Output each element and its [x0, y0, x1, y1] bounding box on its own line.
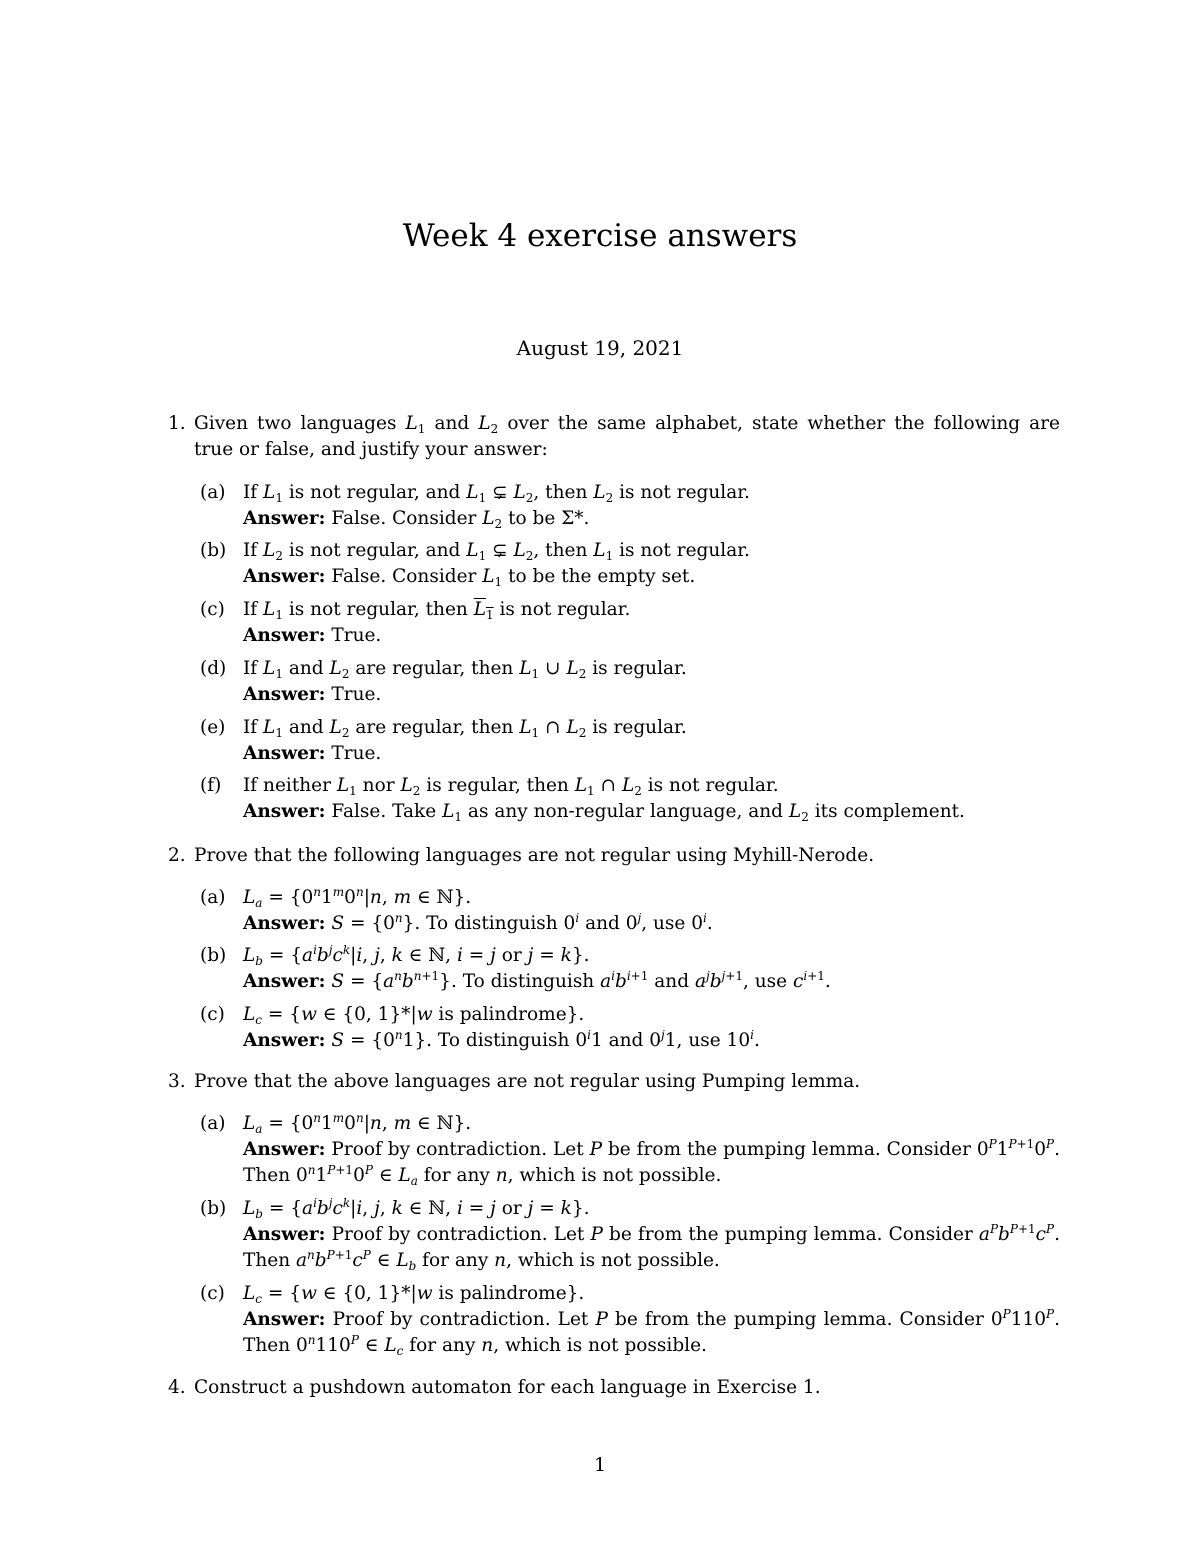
exercise-4 [168, 1375, 1060, 1401]
answer-label: Answer: [243, 801, 326, 822]
subitem-label: (c) [200, 599, 225, 620]
answer-label: Answer: [243, 1224, 326, 1245]
answer-label: Answer: [243, 625, 326, 646]
subitem-label: (c) [200, 1004, 225, 1025]
page-date: August 19, 2021 [516, 336, 684, 360]
subitem-text: If $L_1$ and $L_2$ are regular, then $L_1$ ∪ $L_2$ is regular. Answer: True. [243, 658, 687, 705]
subitem-label: (a) [200, 482, 226, 503]
subitem-label: (c) [200, 1283, 225, 1304]
exercise-prompt: Prove that the above languages are not regular using Pumping lemma. [194, 1071, 861, 1092]
exercise-number: 1. [168, 413, 186, 434]
subitem-text: $L_a = \{0^n1^m0^n|n$, m ∈ ℕ}. Answer: Proof by contradiction. Let P be from the pumping lemma. Consider $0^P1^{P+1}0^P$. Then $0^n1^{P+1}0^P$ ∈ $L_a$ for any n, which is not possible. [243, 1111, 1061, 1188]
exercise-1c [200, 597, 1060, 649]
subitem-text: $L_c = \{w$ ∈ {0, 1}*|w is palindrome}. Answer: Proof by contradiction. Let P be from the pumping lemma. Consider $0^P110^P$. Then $0^n110^P$ ∈ $L_c$ for any n, which is not possible. [243, 1283, 1061, 1358]
exercise-1f [200, 773, 1060, 825]
exercise-prompt: Construct a pushdown automaton for each language in Exercise 1. [194, 1377, 821, 1398]
subitem-text: $L_a = \{0^n1^m0^n|n$, m ∈ ℕ}. Answer: $S = \{0^n\}$. To distinguish 0$^i$ and 0$^j$, use 0$^i$. [243, 885, 713, 934]
exercise-1 [168, 411, 1060, 463]
exercise-3b [200, 1196, 1060, 1274]
exercise-1d [200, 656, 1060, 708]
subitem-label: (f) [200, 775, 222, 796]
exercise-3c [200, 1281, 1060, 1359]
answer-label: Answer: [243, 566, 326, 587]
exercise-2a [200, 885, 1060, 937]
answer-label: Answer: [243, 508, 326, 529]
exercise-number: 2. [168, 845, 186, 866]
exercise-1a [200, 480, 1060, 532]
subitem-label: (a) [200, 887, 226, 908]
answer-label: Answer: [243, 1139, 326, 1160]
exercise-1b [200, 538, 1060, 590]
answer-label: Answer: [243, 971, 326, 992]
subitem-label: (a) [200, 1113, 226, 1134]
subitem-text: $L_b = \{a^ib^jc^k|i$, j, k ∈ ℕ, i = j or j = k}. Answer: $S = \{a^nb^{n+1}\}$. To distinguish $a^ib^{i+1}$ and $a^jb^{j+1}$, use $c^{i+1}$. [243, 943, 831, 992]
exercise-3a [200, 1111, 1060, 1189]
subitem-text: $L_c = \{w$ ∈ {0, 1}*|w is palindrome}. Answer: $S = \{0^n1\}$. To distinguish 0$^i$1 and 0$^j$1, use 10$^i$. [243, 1004, 760, 1051]
answer-label: Answer: [243, 1030, 326, 1051]
subitem-label: (b) [200, 540, 227, 561]
subitem-text: If $L_2$ is not regular, and $L_1$ ⊊ $L_2$, then $L_1$ is not regular. Answer: False. Consider $L_1$ to be the empty set. [243, 540, 750, 589]
exercise-2c [200, 1002, 1060, 1054]
subitem-label: (b) [200, 1198, 227, 1219]
exercise-prompt: Prove that the following languages are not regular using Myhill-Nerode. [194, 845, 875, 866]
subitem-label: (e) [200, 717, 226, 738]
subitem-text: If $L_1$ and $L_2$ are regular, then $L_1$ ∩ $L_2$ is regular. Answer: True. [243, 717, 687, 764]
subitem-label: (d) [200, 658, 227, 679]
page-number: 1 [593, 1454, 607, 1476]
subitem-text: If $L_1$ is not regular, then $L_1$ is not regular. Answer: True. [243, 599, 631, 646]
answer-label: Answer: [243, 743, 326, 764]
exercise-number: 3. [168, 1071, 186, 1092]
exercise-3 [168, 1069, 1060, 1095]
page-title: Week 4 exercise answers [402, 218, 798, 254]
subitem-text: If neither $L_1$ nor $L_2$ is regular, then $L_1$ ∩ $L_2$ is not regular. Answer: False. Take $L_1$ as any non-regular language, and $L_2$ its complement. [243, 775, 965, 824]
subitem-text: $L_b = \{a^ib^jc^k|i$, j, k ∈ ℕ, i = j or j = k}. Answer: Proof by contradiction. Let P be from the pumping lemma. Consider $a^Pb^{P+1}c^P$. Then $a^nb^{P+1}c^P$ ∈ $L_b$ for any n, which is not possible. [243, 1196, 1060, 1273]
exercise-1e [200, 715, 1060, 767]
subitem-label: (b) [200, 945, 227, 966]
exercise-2b [200, 943, 1060, 995]
answer-label: Answer: [243, 1309, 326, 1330]
exercise-number: 4. [168, 1377, 186, 1398]
answer-label: Answer: [243, 684, 326, 705]
exercise-prompt: Given two languages $L_1$ and $L_2$ over the same alphabet, state whether the following are true or false, and justify your answer: [194, 413, 1060, 460]
subitem-text: If $L_1$ is not regular, and $L_1$ ⊊ $L_2$, then $L_2$ is not regular. Answer: False. Consider $L_2$ to be Σ*. [243, 482, 750, 531]
exercise-2 [168, 843, 1060, 869]
answer-label: Answer: [243, 913, 326, 934]
